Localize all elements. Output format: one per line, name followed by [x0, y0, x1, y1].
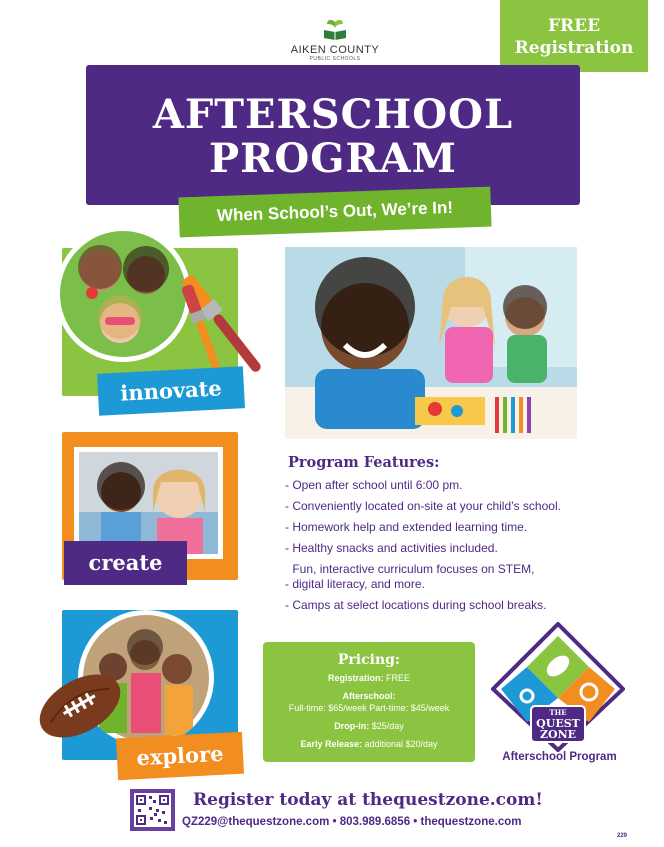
- quest-zone-caption: Afterschool Program: [502, 751, 617, 763]
- two-girls-smiling-illustration: [79, 452, 218, 554]
- feature-item: - Homework help and extended learning time.: [285, 520, 645, 535]
- afterschool-label: Afterschool:: [342, 691, 396, 701]
- feature-item: - Healthy snacks and activities included.: [285, 541, 645, 556]
- title-banner: [86, 65, 580, 205]
- register-heading: Register today at thequestzone.com!: [193, 790, 543, 810]
- title-line2: PROGRAM: [209, 135, 457, 182]
- quest-zone-zone: ZONE: [539, 728, 577, 741]
- logo-name: AIKEN COUNTY: [290, 44, 380, 56]
- dropin-label: Drop-in:: [334, 721, 370, 731]
- kids-at-craft-table-illustration: [285, 247, 577, 439]
- innovate-photo: [55, 226, 191, 362]
- quest-zone-badge-text: [533, 707, 583, 740]
- free-badge-line1: FREE: [547, 16, 601, 36]
- feature-item-text: Fun, interactive curriculum focuses on STEM, digital literacy, and more.: [292, 562, 535, 591]
- feature-item: - Open after school until 6:00 pm.: [285, 478, 645, 493]
- pricing-box: [263, 642, 475, 762]
- afterschool-value: Full-time: $65/week Part-time: $45/week: [288, 703, 450, 713]
- registration-label: Registration:: [327, 673, 384, 683]
- pricing-registration: [263, 672, 475, 684]
- feature-item: - Camps at select locations during school breaks.: [285, 598, 645, 613]
- qr-code-icon: [134, 793, 171, 827]
- logo-subtitle: PUBLIC SCHOOLS: [309, 56, 361, 62]
- pricing-early-release: [263, 738, 475, 750]
- kids-lying-in-circle-illustration: [60, 231, 186, 357]
- page-number: 229: [617, 833, 628, 839]
- feature-item: - Conveniently located on-site at your child’s school.: [285, 499, 645, 514]
- aiken-county-logo: [270, 18, 400, 68]
- early-release-value: additional $20/day: [364, 739, 438, 749]
- football-icon: [34, 667, 126, 745]
- tagline-banner: When School’s Out, We’re In!: [178, 187, 491, 238]
- contact-info: QZ229@thequestzone.com • 803.989.6856 • thequestzone.com: [182, 816, 522, 828]
- pricing-title: Pricing:: [337, 652, 401, 668]
- create-label: create: [64, 541, 187, 585]
- pricing-dropin: [263, 720, 475, 732]
- title-line1: AFTERSCHOOL: [152, 91, 514, 138]
- registration-value: FREE: [386, 673, 411, 683]
- feature-item: [285, 562, 645, 592]
- innovate-label: innovate: [97, 366, 245, 416]
- quest-zone-quest: QUEST: [536, 717, 580, 730]
- qr-code[interactable]: [130, 789, 175, 831]
- book-sprout-icon: [321, 18, 349, 40]
- free-registration-badge: [500, 0, 648, 72]
- features-list: [285, 478, 645, 619]
- dropin-value: $25/day: [371, 721, 404, 731]
- features-title: Program Features:: [288, 454, 440, 471]
- early-release-label: Early Release:: [300, 739, 362, 749]
- pricing-afterschool: [263, 690, 475, 714]
- main-classroom-photo: [285, 247, 577, 439]
- explore-label: explore: [116, 732, 244, 781]
- free-badge-line2: Registration: [514, 38, 634, 58]
- quest-zone-the: THE: [549, 708, 567, 717]
